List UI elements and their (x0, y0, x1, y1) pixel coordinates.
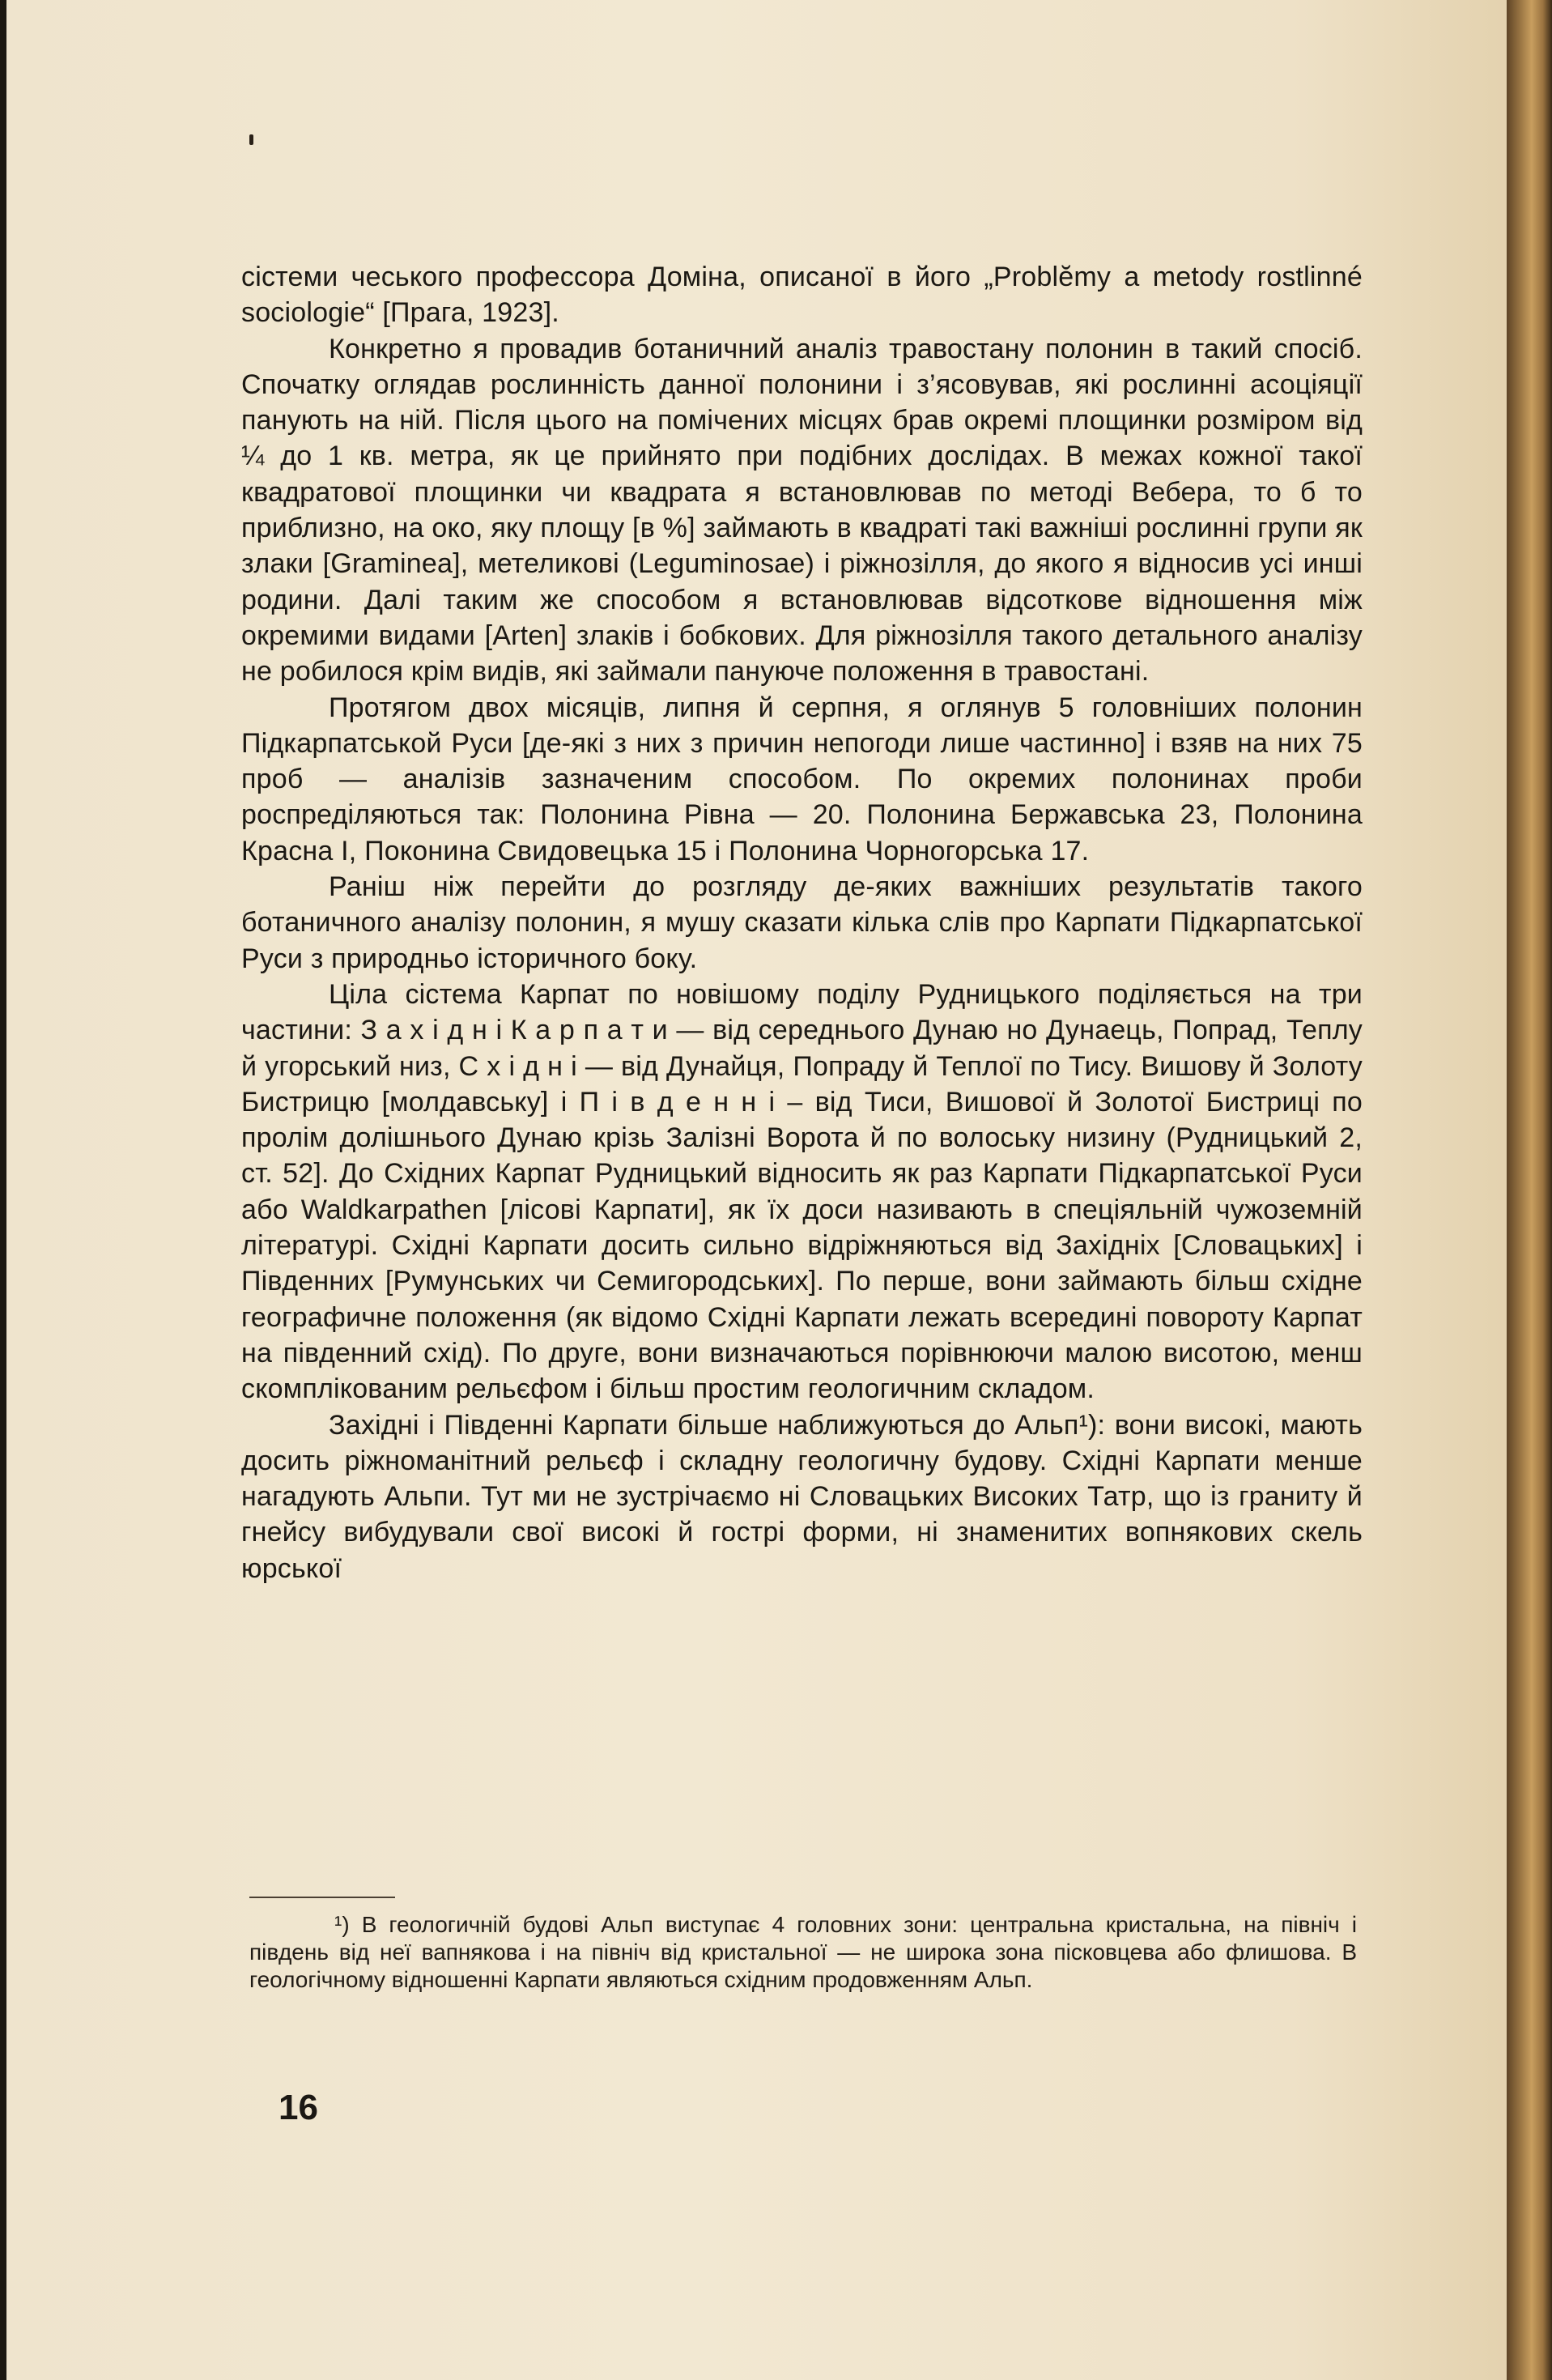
book-gutter-edge (1507, 0, 1552, 2380)
paragraph-4: Раніш ніж перейти до розгляду де-яких важніших результатів такого ботаничного аналізу полонин, я мушу сказати кілька слів про Карпати Підкарпатської Руси з природньо історичного боку. (241, 871, 1363, 974)
body-text (241, 259, 1363, 1586)
paragraph-6: Західні і Південні Карпати більше наближуються до Альп¹): вони високі, мають досить ріжноманітний рельєф і складну геологичну будову. Східні Карпати менше нагадують Альпи. Тут ми не зустрічаємо ні Словацьких Високих Татр, що із граниту й гнейсу вибудували свої високі й гострі форми, ні знаменитих вопнякових скель юрської (241, 1409, 1363, 1584)
paragraph-5: Ціла сістема Карпат по новішому поділу Рудницького поділяється на три частини: З а х і д н і К а р п а т и — від середнього Дунаю но Дунаець, Попрад, Теплу й угорський низ, С х і д н і — від Дунайця, Попраду й Теплої по Тису. Вишову й Золоту Бистрицю [молдавську] і П і в д е н н і – від Тиси, Вишової й Золотої Бистриці по пролім долішнього Дунаю крізь Залізні Ворота й по волоську низину (Рудницький 2, ст. 52]. До Східних Карпат Рудницький відносить як раз Карпати Підкарпатської Руси або Waldkarpathen [лісові Карпати], як їх доси називають в спеціяльній чужоземній літературі. Східні Карпати досить сильно відріжняються від Західніх [Словацьких] і Південних [Румунських чи Семигородських]. По перше, вони займають більш східне географичне положення (як відомо Східні Карпати лежать всередині повороту Карпат на південний схід). По друге, вони визначаються порівнюючи малою висотою, менш скомплікованим рельєфом і більш простим геологичним складом. (241, 978, 1363, 1405)
footnote: ¹) В геологичній будові Альп виступає 4 головних зони: центральна кристальна, на північ і південь від неї вапнякова і на північ від кристальної — не широка зона пісковцева або флишова. В геологічному відношенні Карпати являються східним продовженням Альп. (249, 1912, 1357, 1992)
paragraph-3: Протягом двох місяців, липня й серпня, я оглянув 5 головніших полонин Підкарпатськой Руси [де-які з них з причин непогоди лише частинно] і взяв на них 75 проб — аналізів зазначеним способом. По окремих полонинах проби роспреділяються так: Полонина Рівна — 20. Полонина Бержавська 23, Полонина Красна І, Поконина Свидовецька 15 і Полонина Чорногорська 17. (241, 692, 1363, 866)
page-number: 16 (279, 2088, 318, 2127)
footnote-divider (249, 1897, 395, 1898)
paragraph-1: сістеми чеського профессора Доміна, описаної в його „Problĕmy a metody rostlinné sociologie“ [Прага, 1923]. (241, 262, 1363, 329)
paper-sheet (6, 0, 1520, 2380)
paragraph-2: Конкретно я провадив ботаничний аналіз травостану полонин в такий спосіб. Спочатку оглядав рослинність данної полонини і з’ясовував, які рослинні асоціяції панують на ній. Після цього на помічених місцях брав окремі площинки розміром від ¼ до 1 кв. метра, як це прийнято при подібних дослідах. В межах кожної такої квадратової площинки чи квадрата я встановлював по методі Вебера, то б то приблизно, на око, яку площу [в %] займають в квадраті такі важніші рослинні групи як злаки [Gramineа], метеликові (Leguminosae) і ріжнозілля, до якого я відносив усі инші родини. Далі таким же способом я встановлював відсоткове відношення між окремими видами [Arten] злаків і бобкових. Для ріжнозілля такого детального аналізу не робилося крім видів, які займали пануюче положення в травостані. (241, 333, 1363, 688)
ink-speck (249, 134, 253, 145)
